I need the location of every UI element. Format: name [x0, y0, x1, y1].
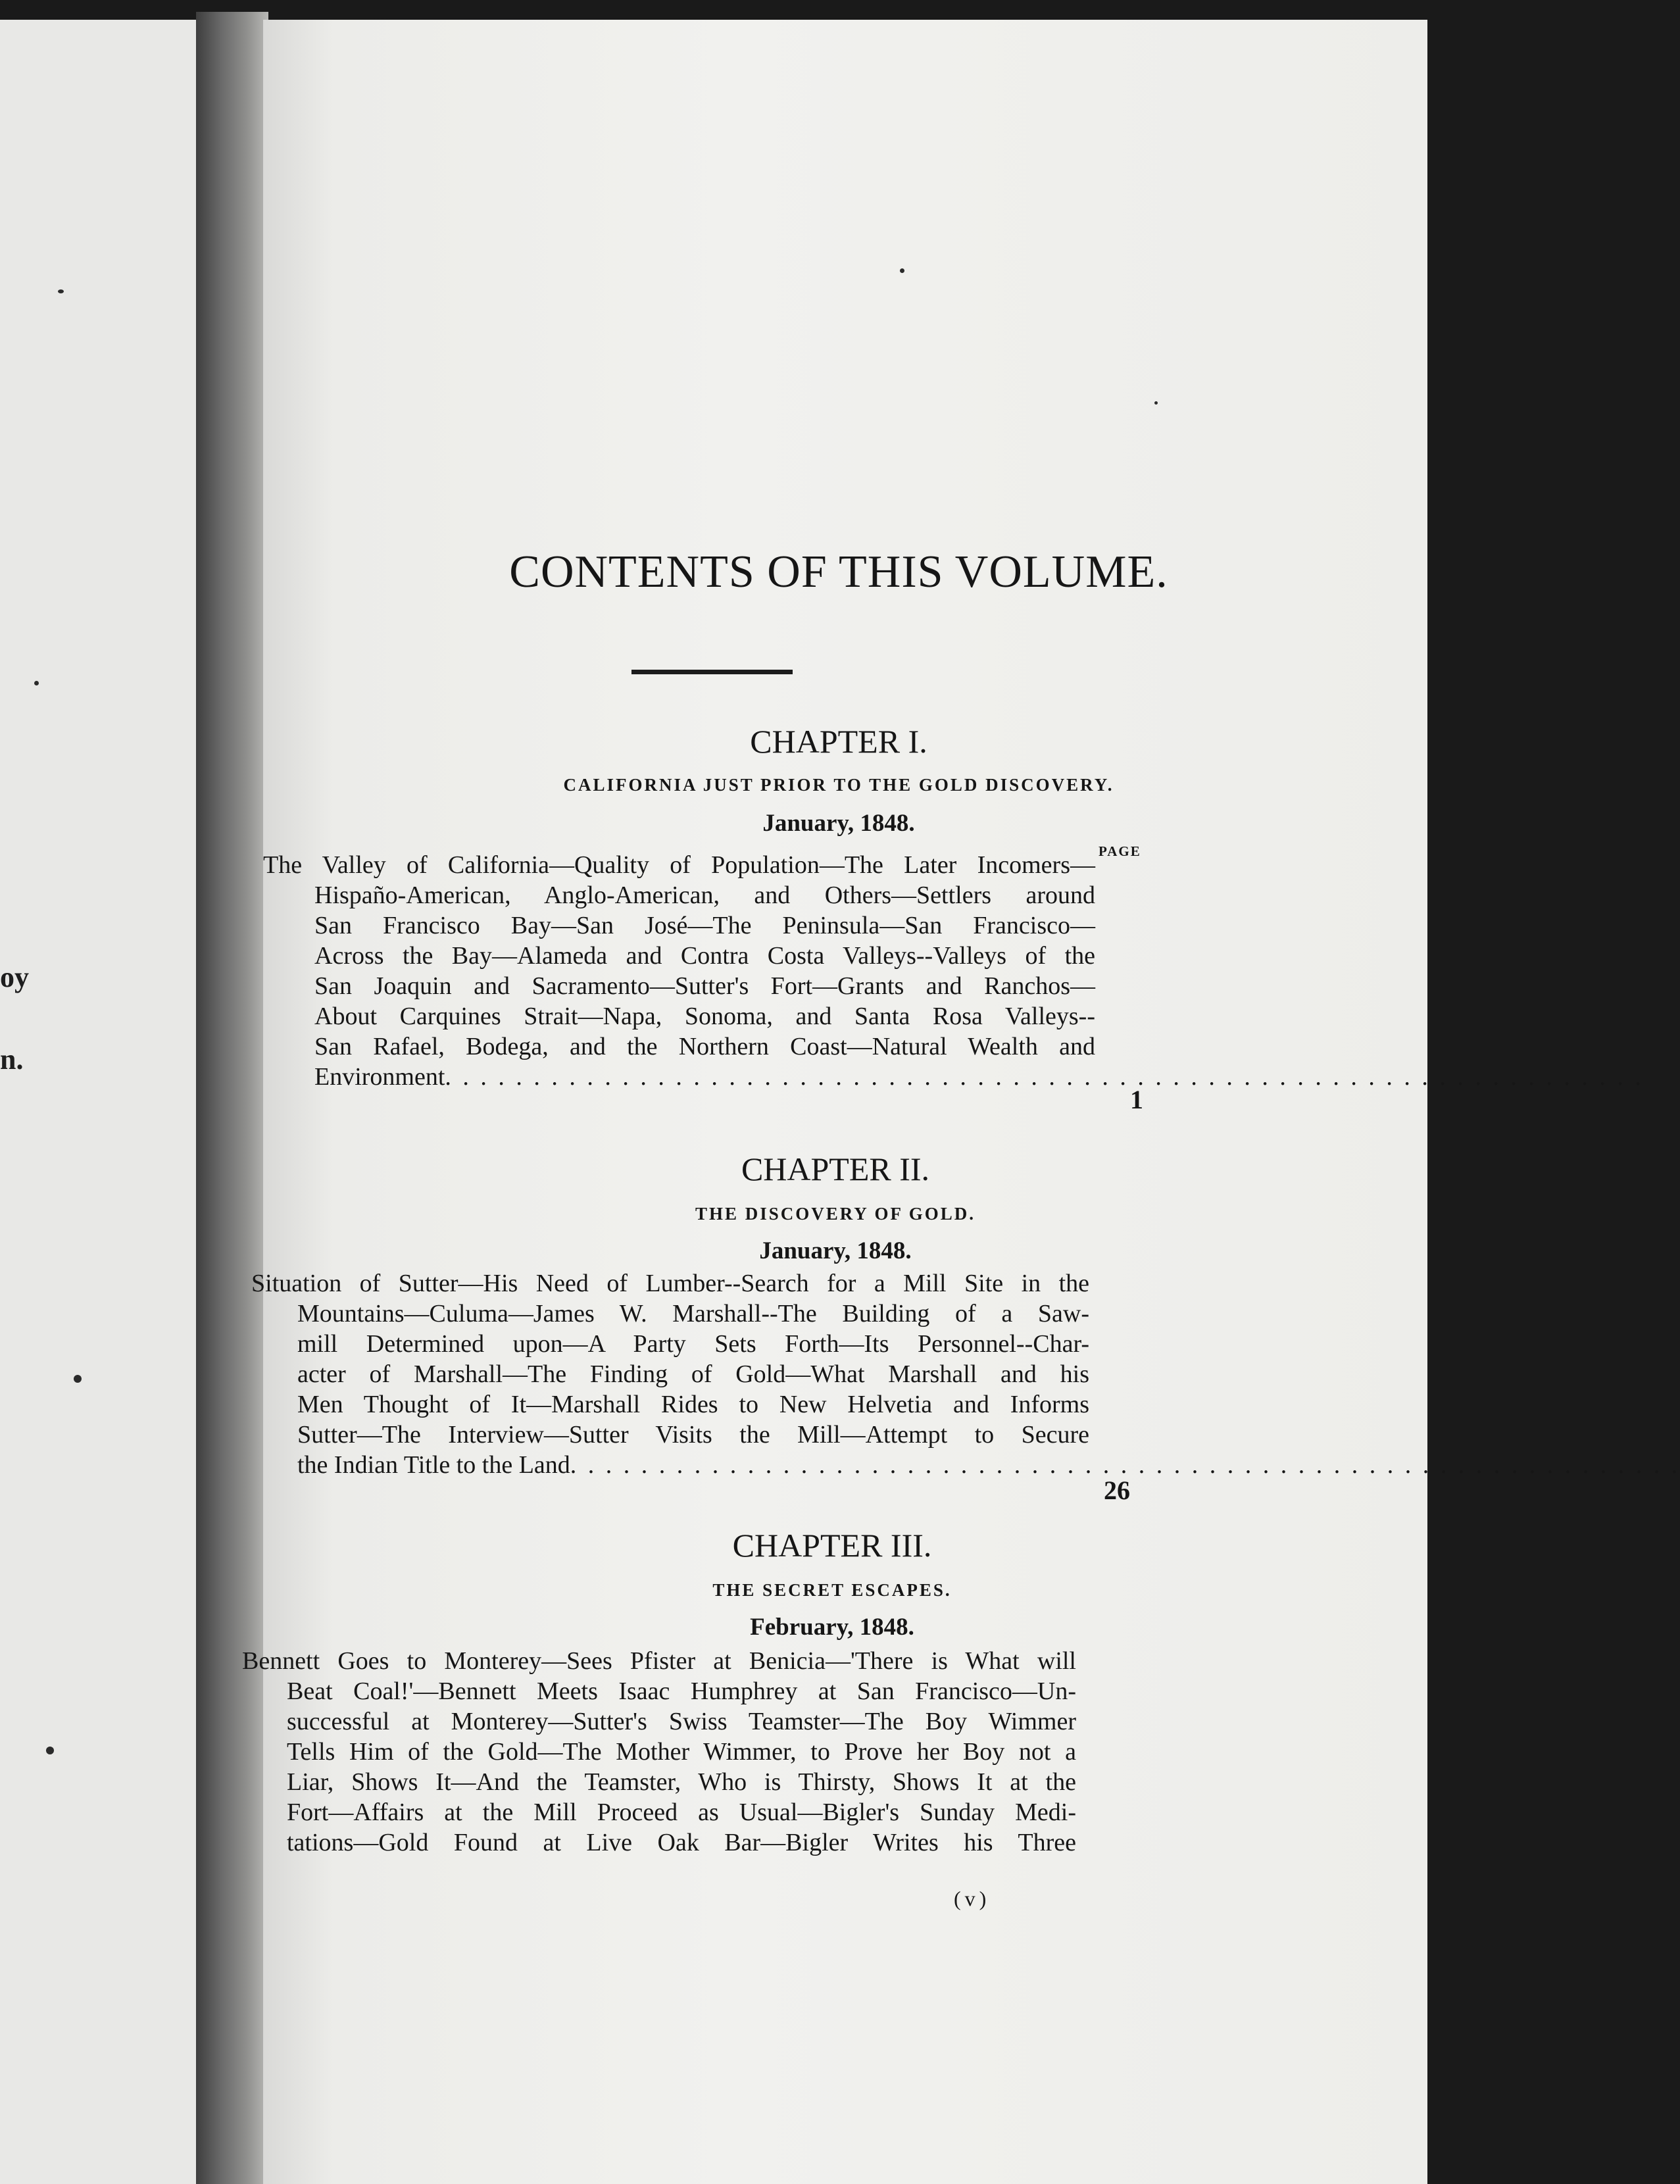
chapter-3-summary — [242, 1646, 1076, 1858]
chapter-3-subtitle: THE SECRET ESCAPES. — [712, 1580, 952, 1600]
ink-speck — [34, 681, 39, 685]
dot-leader: . . . . . . . . . . . . . . . . . . . . . . . . . . . . . . . . . . . . . . . . . . . . . . . . . . . . . . . . . . . . . . . — [570, 1451, 1680, 1479]
summary-line: Environment — [314, 1063, 445, 1091]
chapter-1-page-number: 1 — [1130, 1085, 1143, 1114]
summary-line: About Carquines Strait—Napa, Sonoma, and Santa Rosa Valleys-- — [314, 1003, 1095, 1030]
page-folio: (v) — [954, 1887, 991, 1910]
chapter-1-heading: CHAPTER I. — [750, 723, 927, 760]
summary-line: Liar, Shows It—And the Teamster, Who is Thirsty, Shows It at the — [287, 1768, 1076, 1796]
summary-line: tations—Gold Found at Live Oak Bar—Bigler Writes his Three — [287, 1829, 1076, 1856]
chapter-1-subtitle: CALIFORNIA JUST PRIOR TO THE GOLD DISCOVERY. — [563, 775, 1114, 795]
left-page — [0, 20, 199, 2184]
summary-line: acter of Marshall—The Finding of Gold—What Marshall and his — [297, 1360, 1089, 1388]
contents-page — [242, 20, 1680, 2184]
ink-speck — [900, 268, 904, 273]
summary-line: Sutter—The Interview—Sutter Visits the Mill—Attempt to Secure — [297, 1421, 1089, 1449]
chapter-2-heading: CHAPTER II. — [741, 1151, 930, 1187]
chapter-3-heading: CHAPTER III. — [732, 1527, 932, 1564]
summary-line: San Rafael, Bodega, and the Northern Coast—Natural Wealth and — [314, 1033, 1095, 1060]
summary-line: San Joaquin and Sacramento—Sutter's Fort—Grants and Ranchos— — [314, 972, 1095, 1000]
left-page-fragment: oy — [0, 961, 29, 993]
chapter-2-date: January, 1848. — [759, 1237, 912, 1264]
summary-line: Tells Him of the Gold—The Mother Wimmer, to Prove her Boy not a — [287, 1738, 1076, 1766]
dot-leader: . . . . . . . . . . . . . . . . . . . . . . . . . . . . . . . . . . . . . . . . . . . . . . . . . . . . . . . . . . . . . . . . . . . . — [445, 1063, 1644, 1091]
ink-speck — [46, 1747, 54, 1754]
summary-last-line — [251, 1450, 1680, 1480]
summary-last-line — [263, 1062, 1644, 1092]
summary-line: San Francisco Bay—San José—The Peninsula—San Francisco— — [314, 912, 1095, 939]
page-title: CONTENTS OF THIS VOLUME. — [509, 547, 1168, 597]
title-rule — [631, 670, 793, 674]
ink-speck — [58, 289, 64, 293]
summary-line: Men Thought of It—Marshall Rides to New Helvetia and Informs — [297, 1391, 1089, 1418]
summary-line: Mountains—Culuma—James W. Marshall--The Building of a Saw- — [297, 1300, 1089, 1328]
book-gutter — [196, 12, 268, 2184]
chapter-2-subtitle: THE DISCOVERY OF GOLD. — [695, 1204, 976, 1224]
summary-line: The Valley of California—Quality of Population—The Later Incomers— — [263, 851, 1095, 879]
summary-line: mill Determined upon—A Party Sets Forth—Its Personnel--Char- — [297, 1330, 1089, 1358]
summary-line: the Indian Title to the Land — [297, 1451, 570, 1479]
chapter-2-page-number: 26 — [1104, 1476, 1130, 1505]
summary-line: Bennett Goes to Monterey—Sees Pfister at Benicia—'There is What will — [242, 1647, 1076, 1675]
chapter-2-summary — [251, 1268, 1680, 1480]
summary-line: Fort—Affairs at the Mill Proceed as Usual—Bigler's Sunday Medi- — [287, 1799, 1076, 1826]
chapter-3-date: February, 1848. — [750, 1614, 914, 1641]
summary-line: successful at Monterey—Sutter's Swiss Teamster—The Boy Wimmer — [287, 1708, 1076, 1735]
summary-line: Beat Coal!'—Bennett Meets Isaac Humphrey at San Francisco—Un- — [287, 1677, 1076, 1705]
summary-line: Hispaño-American, Anglo-American, and Others—Settlers around — [314, 881, 1095, 909]
ink-speck — [1154, 401, 1158, 405]
summary-line: Across the Bay—Alameda and Contra Costa Valleys--Valleys of the — [314, 942, 1095, 970]
ink-speck — [74, 1375, 82, 1383]
left-page-fragment: n. — [0, 1043, 24, 1076]
page-column-label: PAGE — [1099, 843, 1141, 859]
summary-line: Situation of Sutter—His Need of Lumber--Search for a Mill Site in the — [251, 1270, 1089, 1297]
chapter-1-date: January, 1848. — [762, 810, 915, 837]
